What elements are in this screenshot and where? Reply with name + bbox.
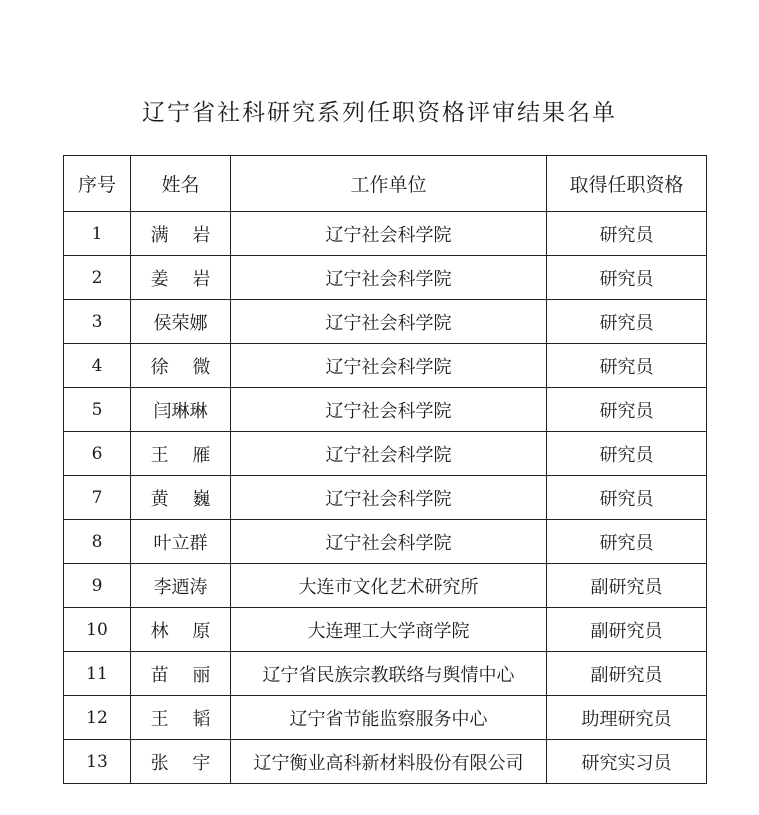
row-index: 12 [64,696,131,740]
row-name: 满 岩 [131,212,231,256]
table-row [64,740,707,784]
table-row [64,388,707,432]
row-unit: 辽宁省民族宗教联络与舆情中心 [231,652,547,696]
table-row [64,432,707,476]
row-qualification: 研究员 [547,388,707,432]
table-row [64,300,707,344]
row-name: 王 雁 [131,432,231,476]
row-unit: 辽宁省节能监察服务中心 [231,696,547,740]
row-qualification: 研究员 [547,432,707,476]
table-row [64,608,707,652]
table-row [64,520,707,564]
row-index: 9 [64,564,131,608]
table-row [64,696,707,740]
row-qualification: 研究员 [547,344,707,388]
row-unit: 辽宁社会科学院 [231,344,547,388]
row-qualification: 副研究员 [547,652,707,696]
row-unit: 辽宁社会科学院 [231,476,547,520]
header-name: 姓名 [131,156,231,212]
table-row [64,344,707,388]
row-name: 林 原 [131,608,231,652]
row-index: 13 [64,740,131,784]
results-table [63,155,707,784]
row-index: 2 [64,256,131,300]
header-index: 序号 [64,156,131,212]
table-body [64,212,707,784]
table-row [64,212,707,256]
row-index: 4 [64,344,131,388]
header-row [64,156,707,212]
header-qualification: 取得任职资格 [547,156,707,212]
row-unit: 辽宁社会科学院 [231,212,547,256]
row-unit: 辽宁社会科学院 [231,256,547,300]
row-index: 10 [64,608,131,652]
document-title: 辽宁省社科研究系列任职资格评审结果名单 [142,100,617,126]
row-name: 张 宇 [131,740,231,784]
row-qualification: 研究员 [547,256,707,300]
table-row [64,652,707,696]
row-index: 11 [64,652,131,696]
row-qualification: 副研究员 [547,608,707,652]
row-index: 3 [64,300,131,344]
row-qualification: 研究员 [547,476,707,520]
row-name: 姜 岩 [131,256,231,300]
row-unit: 辽宁社会科学院 [231,388,547,432]
row-index: 1 [64,212,131,256]
row-qualification: 研究员 [547,212,707,256]
table-header [64,156,707,212]
row-index: 6 [64,432,131,476]
row-index: 5 [64,388,131,432]
row-unit: 大连市文化艺术研究所 [231,564,547,608]
row-unit: 大连理工大学商学院 [231,608,547,652]
row-index: 8 [64,520,131,564]
row-qualification: 研究员 [547,520,707,564]
row-qualification: 助理研究员 [547,696,707,740]
row-qualification: 研究实习员 [547,740,707,784]
row-name: 黄 巍 [131,476,231,520]
row-name: 李迺涛 [131,564,231,608]
row-index: 7 [64,476,131,520]
row-unit: 辽宁衡业高科新材料股份有限公司 [231,740,547,784]
row-unit: 辽宁社会科学院 [231,432,547,476]
row-unit: 辽宁社会科学院 [231,300,547,344]
table-row [64,564,707,608]
table-row [64,476,707,520]
row-name: 侯荣娜 [131,300,231,344]
row-name: 苗 丽 [131,652,231,696]
row-name: 叶立群 [131,520,231,564]
row-name: 闫琳琳 [131,388,231,432]
header-unit: 工作单位 [231,156,547,212]
row-qualification: 副研究员 [547,564,707,608]
row-qualification: 研究员 [547,300,707,344]
row-name: 王 韬 [131,696,231,740]
row-name: 徐 微 [131,344,231,388]
table-row [64,256,707,300]
row-unit: 辽宁社会科学院 [231,520,547,564]
